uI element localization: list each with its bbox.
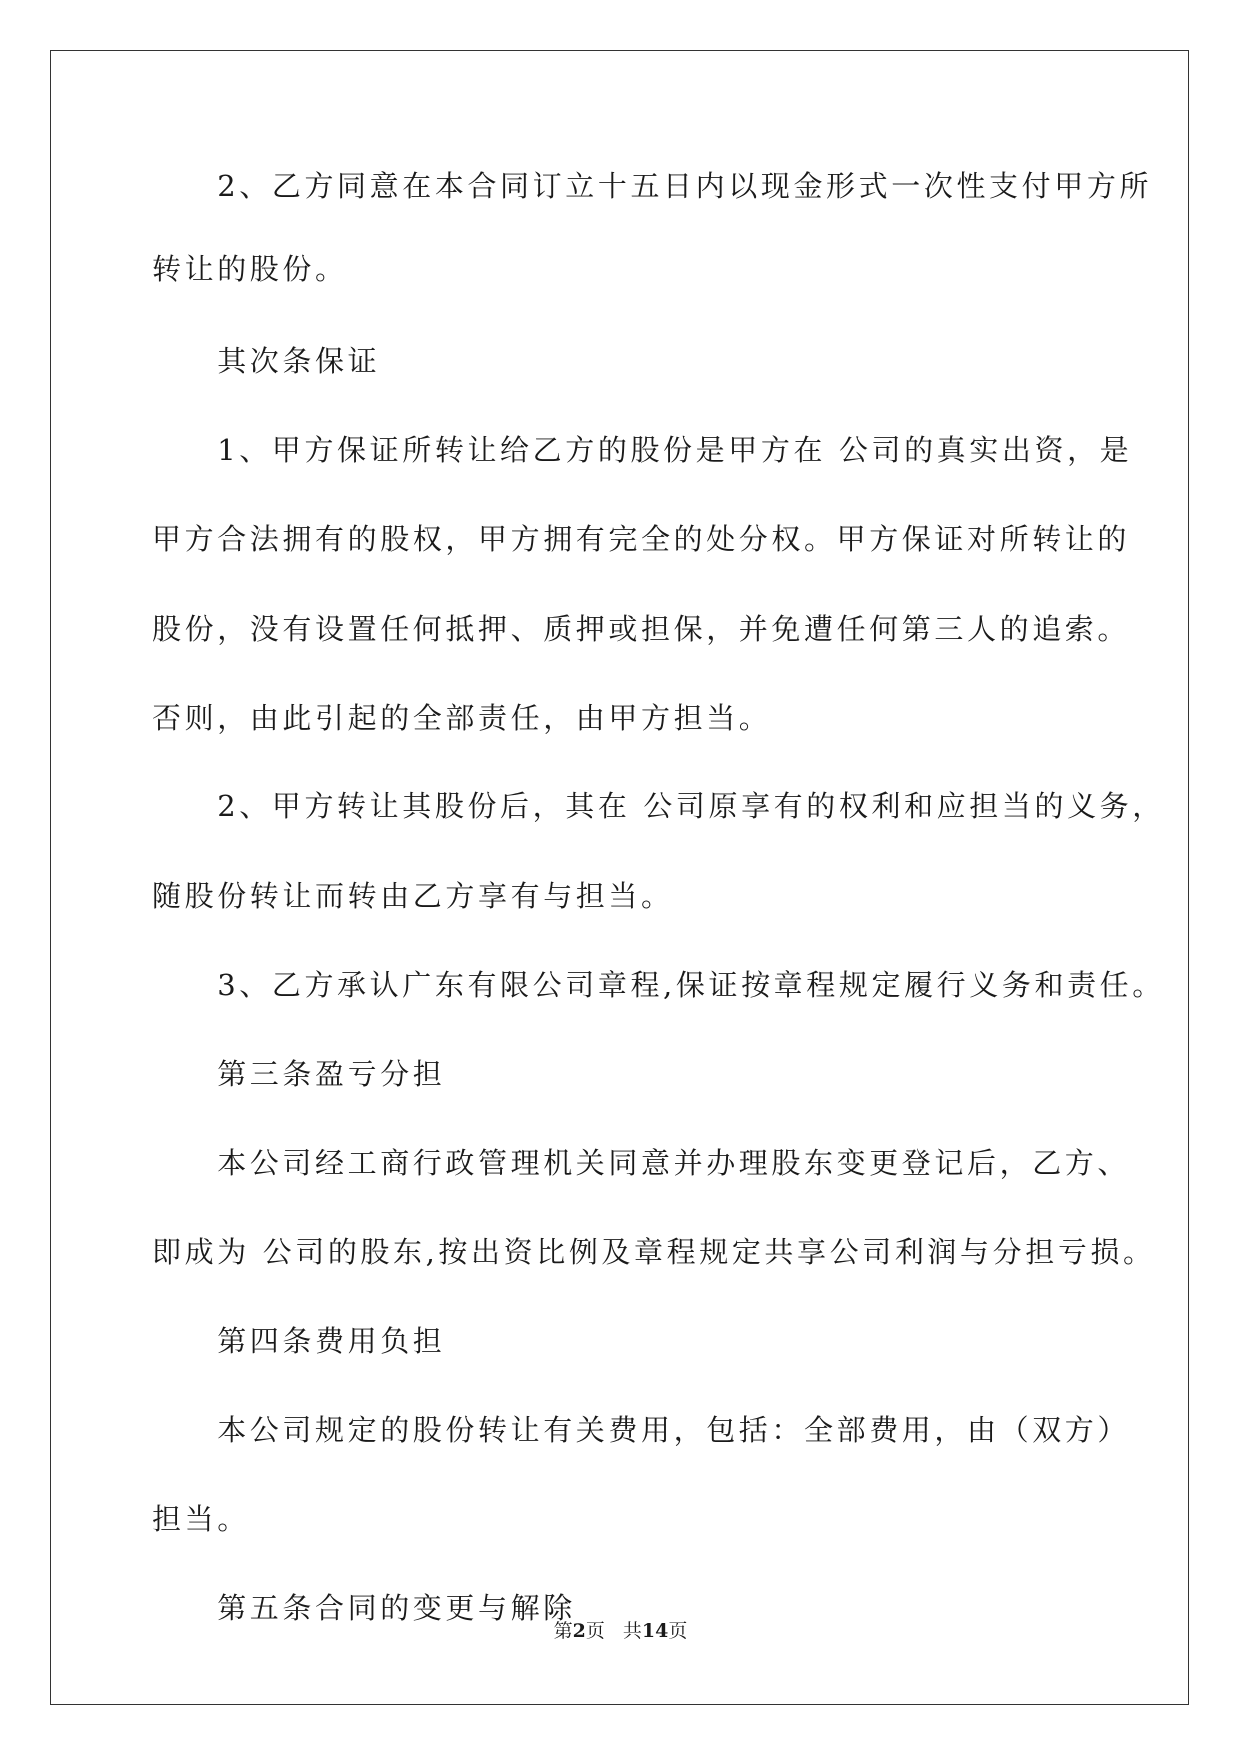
section-heading: 其次条保证 bbox=[152, 344, 381, 378]
text-line: 否则，由此引起的全部责任，由甲方担当。 bbox=[152, 701, 772, 735]
footer-page-unit: 页 bbox=[585, 1620, 605, 1642]
text-line: 3、乙方承认广东有限公司章程,保证按章程规定履行义务和责任。 bbox=[152, 968, 1165, 1002]
page-number: 2 bbox=[572, 1620, 586, 1642]
page-footer bbox=[0, 1616, 1241, 1643]
section-heading: 第三条盈亏分担 bbox=[152, 1057, 446, 1091]
text-line: 本公司经工商行政管理机关同意并办理股东变更登记后，乙方、 bbox=[152, 1146, 1131, 1180]
text-line: 担当。 bbox=[152, 1502, 250, 1536]
text-line: 2、甲方转让其股份后，其在 公司原享有的权利和应担当的义务， bbox=[152, 789, 1165, 823]
footer-total-prefix: 共 bbox=[622, 1620, 642, 1642]
text-line: 即成为 公司的股东,按出资比例及章程规定共享公司利润与分担亏损。 bbox=[152, 1235, 1156, 1269]
text-line: 转让的股份。 bbox=[152, 252, 348, 286]
footer-prefix: 第 bbox=[553, 1620, 573, 1642]
section-heading: 第四条费用负担 bbox=[152, 1324, 446, 1358]
text-line: 本公司规定的股份转让有关费用，包括：全部费用，由（双方） bbox=[152, 1413, 1131, 1447]
footer-total-unit: 页 bbox=[668, 1620, 688, 1642]
text-line: 2、乙方同意在本合同订立十五日内以现金形式一次性支付甲方所 bbox=[152, 169, 1153, 203]
text-line: 随股份转让而转由乙方享有与担当。 bbox=[152, 879, 674, 913]
total-pages: 14 bbox=[641, 1620, 669, 1642]
text-line: 1、甲方保证所转让给乙方的股份是甲方在 公司的真实出资，是 bbox=[152, 433, 1133, 467]
section-heading: 第五条合同的变更与解除 bbox=[152, 1591, 576, 1625]
text-line: 甲方合法拥有的股权，甲方拥有完全的处分权。甲方保证对所转让的 bbox=[152, 522, 1131, 556]
text-line: 股份，没有设置任何抵押、质押或担保，并免遭任何第三人的追索。 bbox=[152, 612, 1131, 646]
